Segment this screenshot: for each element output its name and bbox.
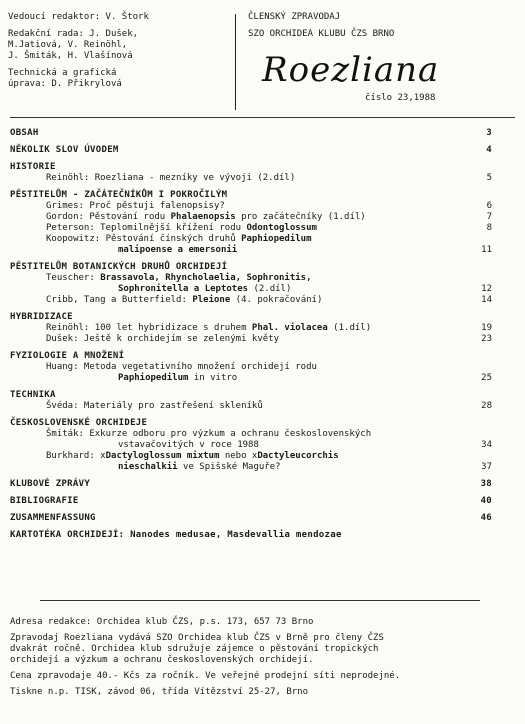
toc-page-number: 19 [481,323,492,333]
toc-section [10,162,490,173]
toc-entry [10,295,490,306]
toc-section [10,128,490,139]
toc-page-number: 5 [486,173,492,183]
toc-page-number: 4 [486,145,492,155]
footer-line: Adresa redakce: Orchidea klub ČZS, p.s. 173, 657 73 Brno [10,617,314,627]
toc-text-after: pro začátečníky (1.díl) [235,212,366,222]
toc-text-after: (4. pokračování) [230,295,323,305]
table-of-contents [10,128,490,541]
toc-text: Teuscher: [46,273,101,283]
credit-line: J. Šmiták, H. Vlašínová [8,51,133,61]
footer-line: dvakrát ročně. Orchidea klub sdružuje zájemce o pěstování tropických [10,644,379,654]
publisher-line-1: ČLENSKÝ ZPRAVODAJ [248,12,341,22]
toc-page-number: 23 [481,334,492,344]
footer-rule [40,600,480,601]
issue-number: číslo 23,1988 [365,93,436,103]
toc-text: HISTORIE [10,162,56,172]
toc-text: Peterson: Teplomilnější křížení rodu [46,223,247,233]
toc-page-number: 25 [481,373,492,383]
toc-text: ČESKOSLOVENSKÉ ORCHIDEJE [10,418,148,428]
header-rule [10,117,515,118]
credit-line: Technická a grafická [8,68,117,78]
toc-text-after: in vitro [188,373,238,383]
toc-section [10,190,490,201]
toc-text: Huang: Metoda vegetativního množení orchidejí rodu [46,362,317,372]
toc-bold-text: Pleione [192,295,231,305]
toc-entry [10,273,490,284]
toc-page-number: 8 [486,223,492,233]
toc-bold-text: Paphiopedilum [241,234,312,244]
masthead-divider [235,14,236,110]
toc-text-after: nebo x [219,451,258,461]
footer-info [10,617,515,698]
toc-entry [10,201,490,212]
toc-page-number: 12 [481,284,492,294]
masthead-publisher [248,12,394,40]
toc-entry [10,373,490,384]
toc-bold-text: Dactyloglossum mixtum [105,451,220,461]
footer-line: orchidejí a výzkum a ochranu československých orchidejí. [10,655,314,665]
toc-section [10,496,490,507]
footer-line: Cena zpravodaje 40.- Kčs za ročník. Ve veřejné prodejní síti neprodejné. [10,671,401,681]
toc-bold-text: Sophronitella a Leptotes [118,284,249,294]
toc-page-number: 40 [480,496,492,506]
toc-text: KARTOTÉKA ORCHIDEJÍ: [10,530,131,540]
toc-section [10,312,490,323]
toc-text: Šmiták: Exkurze odboru pro výzkum a ochranu československých [46,429,372,439]
toc-entry [10,212,490,223]
toc-page-number: 11 [481,245,492,255]
toc-section [10,418,490,429]
credit-line: úprava: D. Přikrylová [8,79,122,89]
footer-line: Tiskne n.p. TISK, závod 06, třída Vítězství 25-27, Brno [10,687,309,697]
toc-section [10,479,490,490]
toc-text: Cribb, Tang a Butterfield: [46,295,193,305]
toc-text: ZUSAMMENFASSUNG [10,513,96,523]
toc-bold-text: nieschalkii [118,462,178,472]
toc-section [10,513,490,524]
toc-page-number: 3 [486,128,492,138]
toc-text: FYZIOLOGIE A MNOŽENÍ [10,351,125,361]
toc-bold-text: Phalaenopsis [170,212,236,222]
toc-entry [10,362,490,373]
toc-text: vstavačovitých v roce 1988 [118,440,259,450]
toc-text: Gordon: Pěstování rodu [46,212,171,222]
toc-page-number: 34 [481,440,492,450]
toc-section [10,530,490,541]
credit-line: M.Jatiová, V. Reinöhl, [8,40,128,50]
toc-text: PĚSTITELŮM BOTANICKÝCH DRUHŮ ORCHIDEJÍ [10,262,228,272]
toc-page-number: 46 [480,513,492,523]
toc-text-after: (1.díl) [327,323,372,333]
toc-entry [10,334,490,345]
toc-text: Koopowitz: Pěstování čínských druhů [46,234,242,244]
toc-entry [10,223,490,234]
toc-section [10,390,490,401]
toc-text: Reinöhl: Roezliana - mezníky ve vývoji (2.díl) [46,173,296,183]
toc-text: Švéda: Materiály pro zastřešení skleníků [46,401,263,411]
toc-section [10,351,490,362]
toc-bold-text: Phal. violacea [251,323,328,333]
toc-text: KLUBOVÉ ZPRÁVY [10,479,91,489]
toc-page-number: 7 [486,212,492,222]
toc-bold-text: Odontoglossum [246,223,317,233]
toc-entry [10,234,490,245]
toc-text: OBSAH [10,128,39,138]
toc-text: Burkhard: x [46,451,106,461]
toc-text: PĚSTITELŮM - ZAČÁTEČNÍKŮM I POKROČILÝM [10,190,228,200]
toc-entry [10,323,490,334]
toc-text-after: (2.díl) [248,284,292,294]
toc-entry [10,401,490,412]
toc-text: Reinöhl: 100 let hybridizace s druhem [46,323,252,333]
toc-text: Dušek: Ještě k orchidejím se zelenými květy [46,334,279,344]
toc-page-number: 37 [481,462,492,472]
toc-bold-text: malipoense a emersonii [118,245,238,255]
toc-entry [10,284,490,295]
toc-entry [10,173,490,184]
toc-bold-text: Dactyleucorchis [257,451,339,461]
toc-page-number: 38 [480,479,492,489]
toc-bold-text: Brassavola, Rhyncholaelia, Sophronitis, [100,273,312,283]
journal-title: Roezliana [262,50,440,90]
credit-line: Vedoucí redaktor: V. Štork [8,12,149,22]
toc-page-number: 14 [481,295,492,305]
toc-entry [10,451,490,462]
toc-text: Grimes: Proč pěstuji falenopsisy? [46,201,225,211]
toc-section [10,262,490,273]
toc-bold-text: Paphiopedilum [118,373,189,383]
toc-text: HYBRIDIZACE [10,312,73,322]
toc-entry [10,462,490,473]
masthead-credits [8,12,149,90]
footer-line: Zpravodaj Roezliana vydává SZO Orchidea klub ČZS v Brně pro členy ČZS [10,633,384,643]
toc-text: BIBLIOGRAFIE [10,496,79,506]
toc-page-number: 6 [486,201,492,211]
toc-entry [10,440,490,451]
toc-entry [10,245,490,256]
toc-text-after: ve Spišské Maguře? [177,462,281,472]
toc-text: TECHNIKA [10,390,56,400]
toc-entry [10,429,490,440]
toc-bold-text: Nanodes medusae, Masdevallia mendozae [130,530,342,540]
toc-text: NĚKOLIK SLOV ÚVODEM [10,145,119,155]
toc-section [10,145,490,156]
credit-line: Redakční rada: J. Dušek, [8,29,139,39]
publisher-line-2: SZO ORCHIDEA KLUBU ČZS BRNO [248,29,395,39]
toc-page-number: 28 [481,401,492,411]
